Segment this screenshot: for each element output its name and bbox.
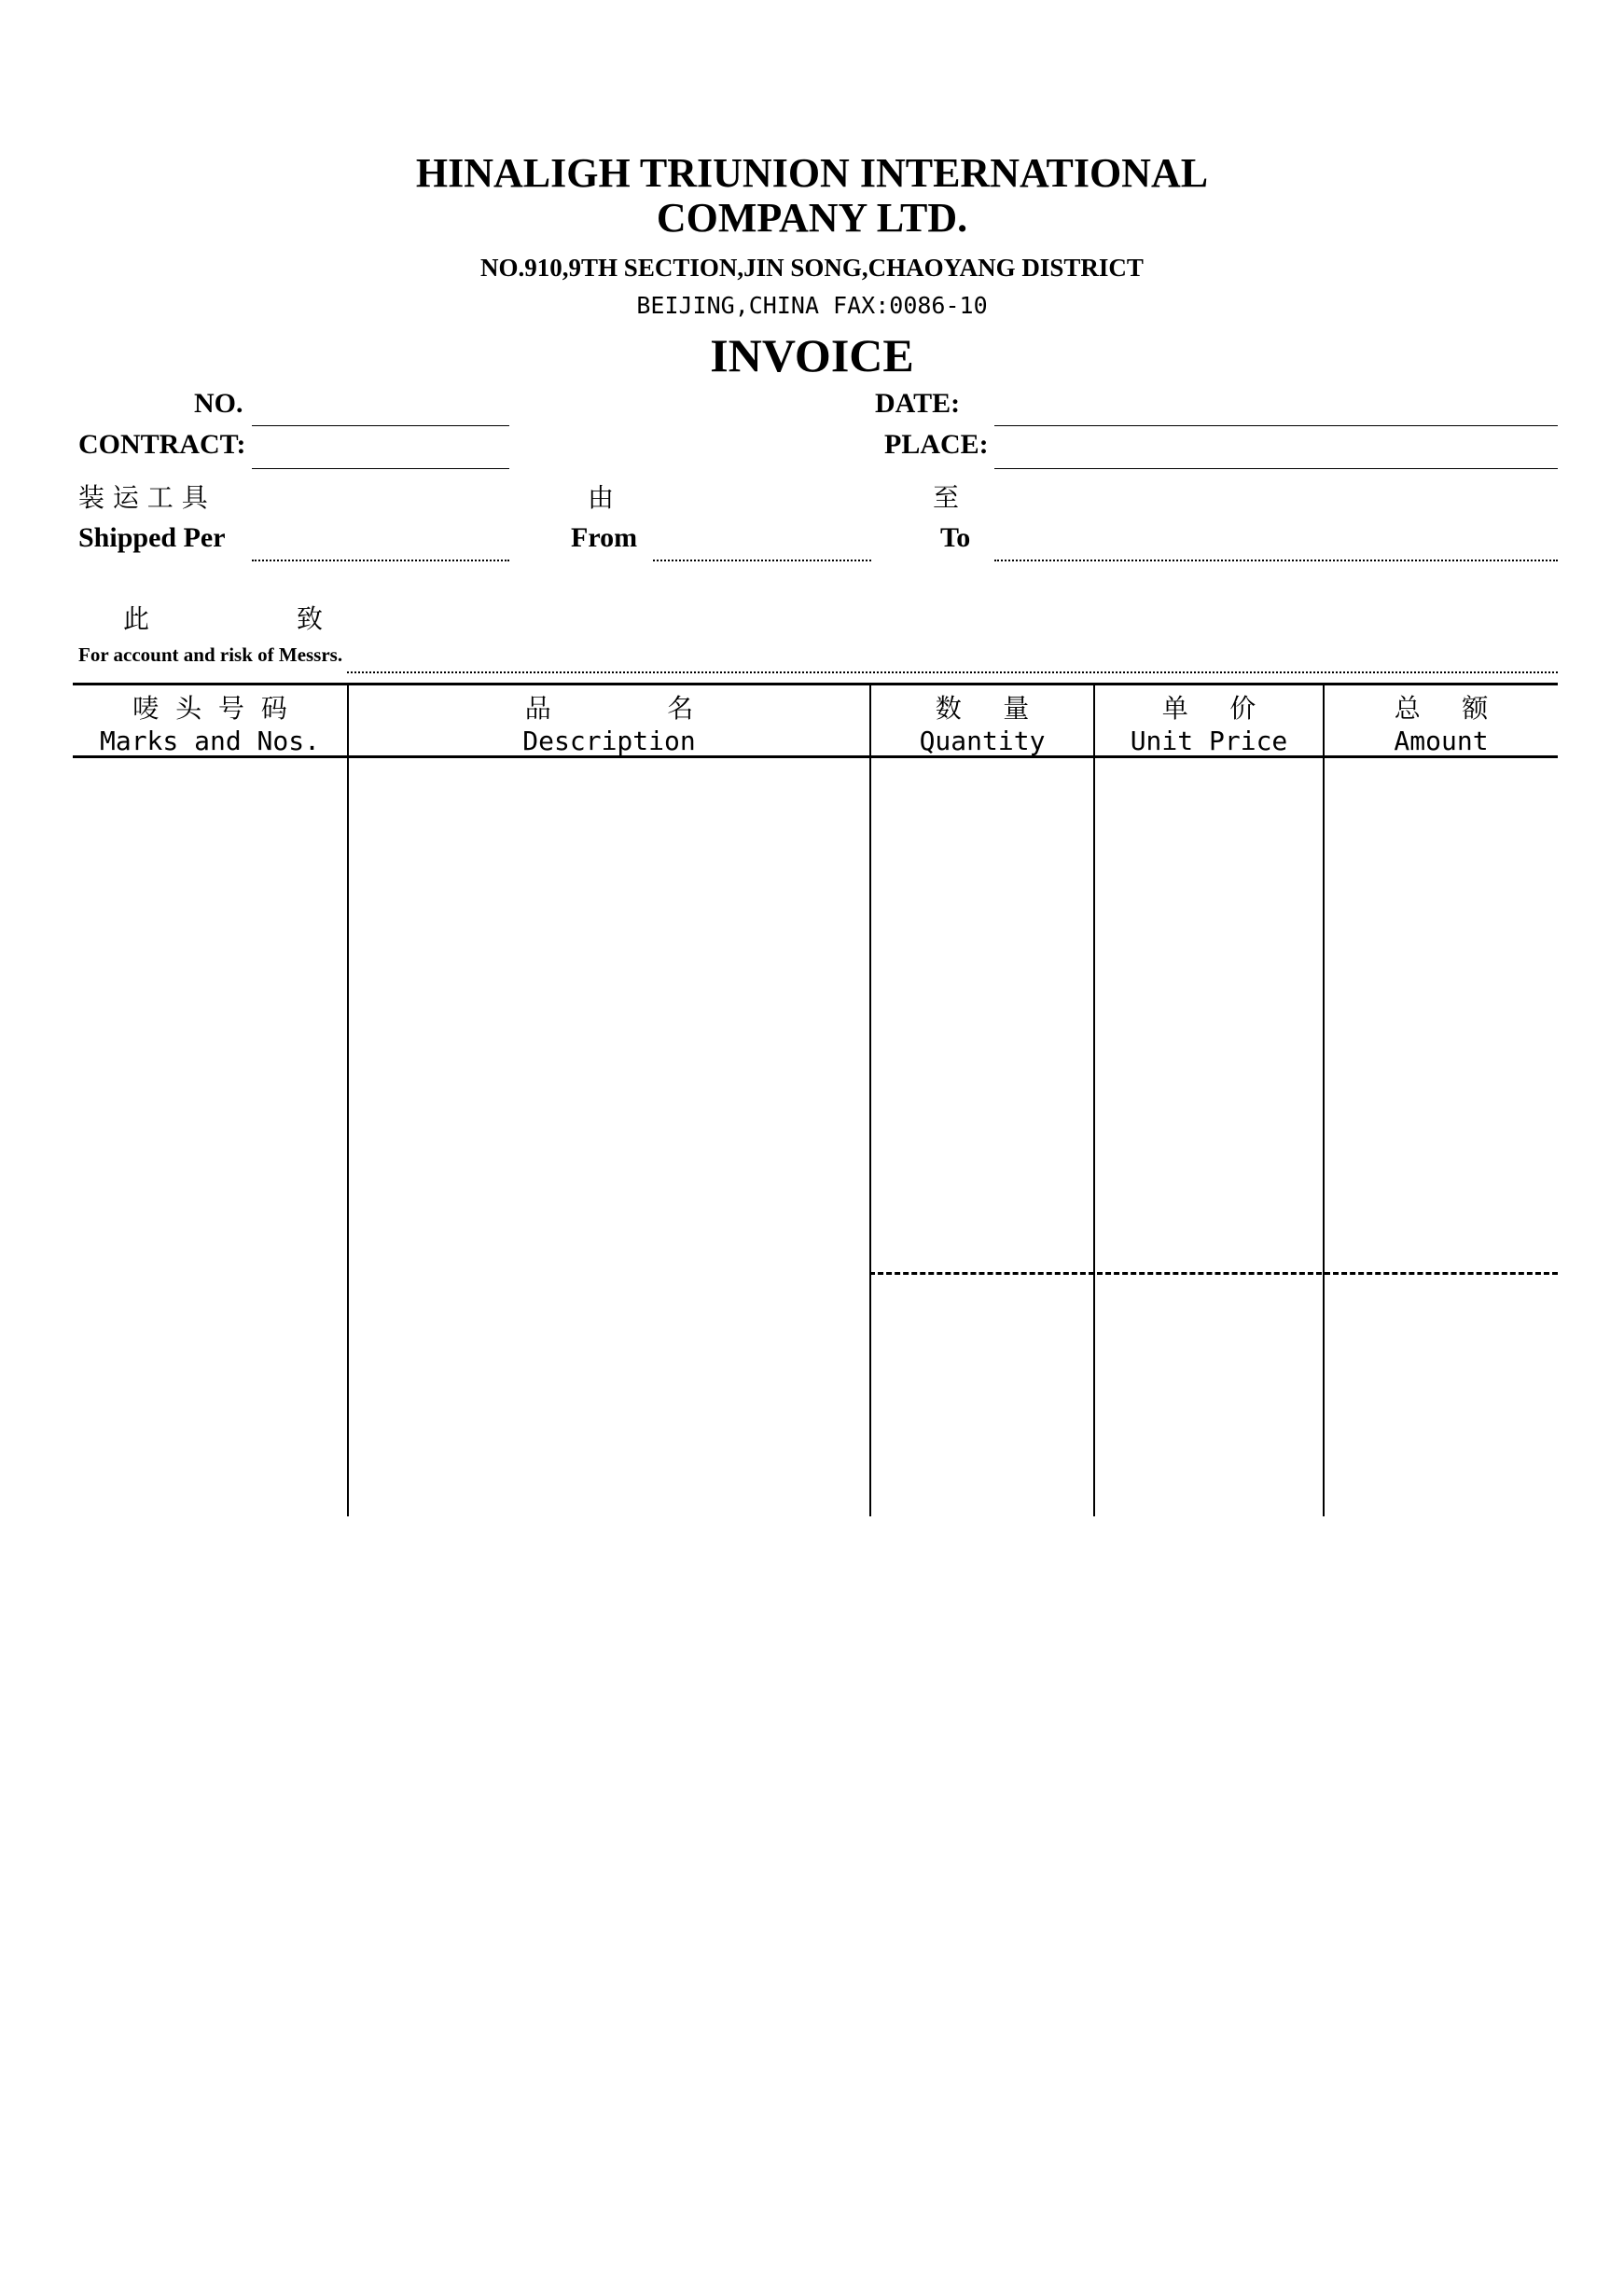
total-unit-price-cell[interactable] (1095, 1278, 1322, 1516)
column-header-marks (73, 688, 347, 754)
subtotal-separator (869, 1272, 1558, 1275)
unit-price-cell[interactable] (1095, 759, 1322, 1270)
date-field[interactable] (994, 390, 1558, 427)
column-header-cn: 数 量 (935, 693, 1030, 724)
document-title: INVOICE (710, 329, 914, 381)
from-underline (653, 560, 871, 561)
from-field[interactable] (653, 522, 871, 561)
place-field[interactable] (994, 431, 1558, 470)
date-underline (994, 425, 1558, 426)
column-header-unit-price (1095, 688, 1323, 754)
column-header-cn: 品 名 (524, 693, 694, 724)
column-header-description (349, 688, 869, 754)
contract-field[interactable] (252, 431, 509, 470)
invoice-no-label: NO. (194, 388, 243, 419)
column-header-cn: 唛 头 号 码 (132, 693, 287, 724)
column-header-en: Amount (1394, 726, 1489, 756)
shipped-per-underline (252, 560, 509, 561)
invoice-table (73, 683, 1558, 1516)
invoice-no-field[interactable] (252, 390, 509, 427)
shipped-per-field[interactable] (252, 522, 509, 561)
shipped-per-cn-label: 装 运 工 具 (78, 482, 208, 513)
to-label: To (940, 522, 971, 553)
from-cn-label: 由 (588, 482, 615, 513)
company-name-line1: HINALIGH TRIUNION INTERNATIONAL (415, 150, 1209, 196)
contract-label: CONTRACT: (78, 429, 246, 460)
column-header-cn: 总 额 (1394, 693, 1489, 724)
column-header-cn: 单 价 (1161, 693, 1256, 724)
amount-cell[interactable] (1325, 759, 1558, 1270)
invoice-no-underline (252, 425, 509, 426)
column-header-en: Unit Price (1130, 726, 1288, 756)
column-header-en: Description (522, 726, 696, 756)
account-underline (347, 671, 1558, 673)
account-cn-label-2: 致 (297, 603, 324, 634)
quantity-cell[interactable] (871, 759, 1092, 1270)
account-label: For account and risk of Messrs. (78, 643, 343, 666)
date-label: DATE: (875, 388, 961, 419)
marks-cell[interactable] (73, 759, 346, 1516)
to-underline (994, 560, 1558, 561)
company-name-line2: COMPANY LTD. (656, 195, 968, 241)
contract-underline (252, 468, 509, 469)
account-cn-label-1: 此 (123, 603, 150, 634)
shipped-per-label: Shipped Per (78, 522, 226, 553)
account-field[interactable] (347, 634, 1558, 675)
column-header-en: Quantity (919, 726, 1046, 756)
company-address-line1: NO.910,9TH SECTION,JIN SONG,CHAOYANG DISTRICT (480, 254, 1144, 282)
table-top-rule (73, 683, 1558, 685)
to-cn-label: 至 (933, 482, 960, 513)
company-address-line2: BEIJING,CHINA FAX:0086-10 (636, 292, 988, 319)
column-header-amount (1325, 688, 1558, 754)
place-label: PLACE: (884, 429, 989, 460)
description-cell[interactable] (349, 759, 868, 1516)
column-header-en: Marks and Nos. (99, 726, 320, 756)
from-label: From (571, 522, 638, 553)
place-underline (994, 468, 1558, 469)
to-field[interactable] (994, 522, 1558, 561)
column-header-quantity (871, 688, 1093, 754)
total-quantity-cell[interactable] (871, 1278, 1092, 1516)
total-amount-cell[interactable] (1325, 1278, 1558, 1516)
